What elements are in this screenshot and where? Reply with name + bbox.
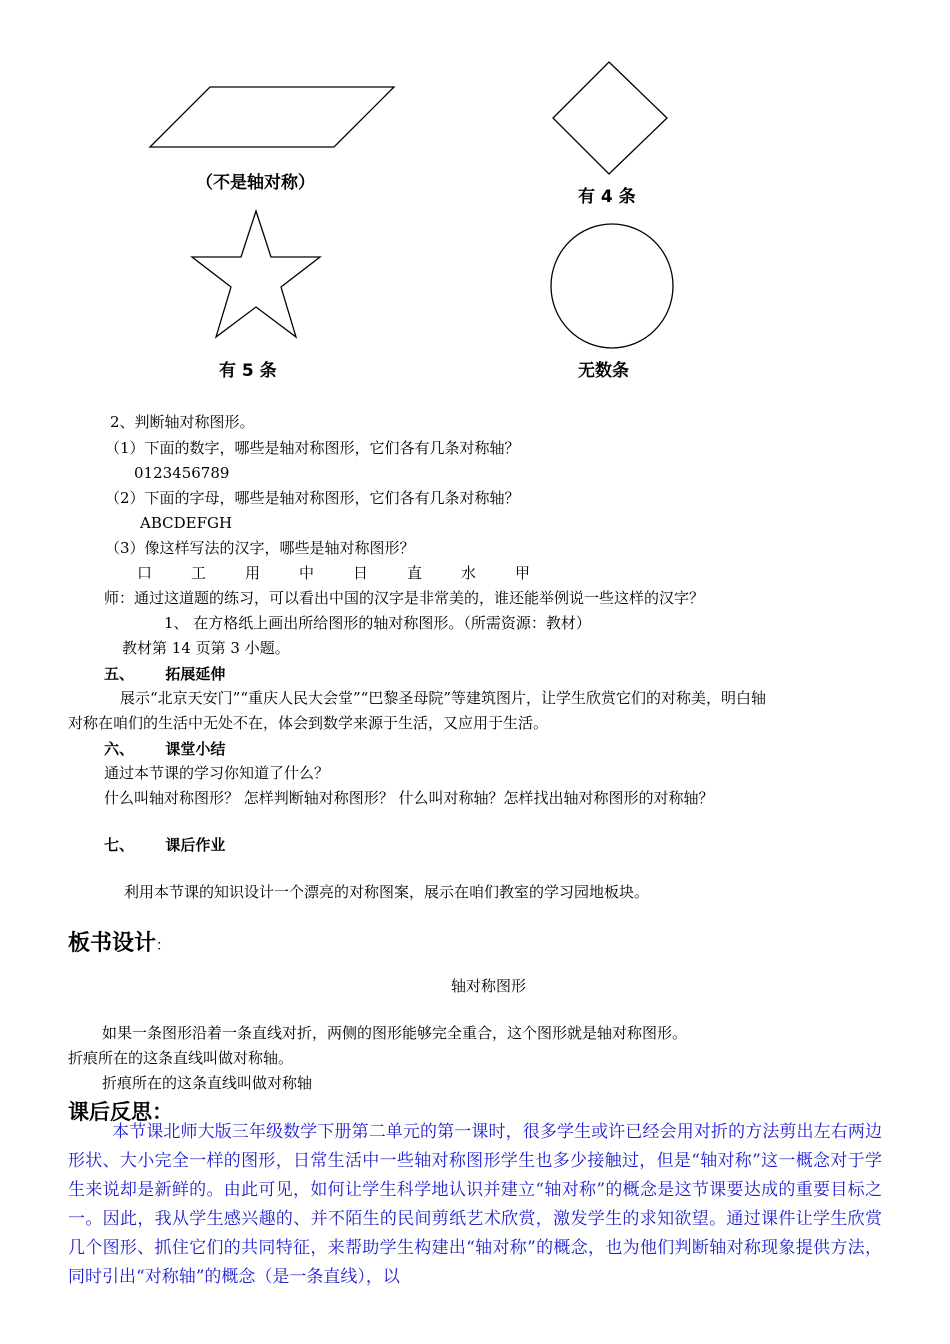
circle-figure — [550, 223, 674, 349]
exercise-item1: 1、 在方格纸上画出所给图形的轴对称图形。（所需资源：教材） — [164, 614, 591, 632]
board-title-text: 板书设计 — [68, 931, 157, 956]
textbook-line: 教材第 14 页第 3 小题。 — [122, 639, 290, 657]
board-title-colon: ： — [156, 938, 171, 954]
square-figure — [551, 60, 669, 176]
section7-line1: 利用本节课的知识设计一个漂亮的对称图案，展示在咱们教室的学习园地板块。 — [124, 883, 650, 901]
parallelogram-caption: （不是轴对称） — [196, 173, 315, 193]
star-figure — [190, 209, 322, 339]
board-title — [68, 926, 170, 957]
board-center: 轴对称图形 — [451, 977, 527, 995]
char-item: 水 — [461, 564, 477, 582]
section6-line1: 通过本节课的学习你知道了什么？ — [104, 764, 330, 782]
char-item: 日 — [353, 564, 369, 582]
section5-title: 五、 拓展延伸 — [104, 665, 226, 683]
section6-line2: 什么叫轴对称图形？ 怎样判断轴对称图形？ 什么叫对称轴？怎样找出轴对称图形的对称轴？ — [104, 789, 714, 807]
char-item: 口 — [137, 564, 153, 582]
char-item: 直 — [407, 564, 423, 582]
exercise2-q2: （2）下面的字母，哪些是轴对称图形，它们各有几条对称轴？ — [105, 489, 520, 507]
section6-title: 六、 课堂小结 — [104, 740, 226, 758]
circle-caption: 无数条 — [578, 361, 629, 381]
board-line3: 折痕所在的这条直线叫做对称轴 — [102, 1074, 313, 1092]
char-item: 工 — [191, 564, 207, 582]
reflection-text: 本节课北师大版三年级数学下册第二单元的第一课时，很多学生或许已经会用对折的方法剪出左右两边形状、大小完全一样的图形，日常生活中一些轴对称图形学生也多少接触过，但是“轴对称”这一概念对于学生来说却是新鲜的。由此可见，如何让学生科学地认识并建立“轴对称”的概念是这节课要达成的重要目标之一。因此，我从学生感兴趣的、并不陌生的民间剪纸艺术欣赏，激发学生的求知欲望。通过课件让学生欣赏几个图形、抓住它们的共同特征，来帮助学生构建出“轴对称”的概念，也为他们判断轴对称现象提供方法，同时引出“对称轴”的概念（是一条直线），以 — [68, 1122, 882, 1287]
char-item: 用 — [245, 564, 261, 582]
square-caption: 有 4 条 — [578, 187, 636, 207]
char-item: 中 — [299, 564, 315, 582]
exercise2-digits: 0123456789 — [134, 464, 230, 482]
teacher-line: 师：通过这道题的练习，可以看出中国的汉字是非常美的，谁还能举例说一些这样的汉字？ — [104, 589, 705, 607]
section5-line1: 展示“北京天安门”“重庆人民大会堂”“巴黎圣母院”等建筑图片，让学生欣赏它们的对称美，明白轴 — [120, 689, 767, 707]
section5-line2: 对称在咱们的生活中无处不在，体会到数学来源于生活，又应用于生活。 — [68, 714, 549, 732]
char-item: 甲 — [515, 564, 531, 582]
board-line2: 折痕所在的这条直线叫做对称轴。 — [68, 1049, 294, 1067]
star-caption: 有 5 条 — [219, 361, 277, 381]
chinese-chars-row — [137, 563, 569, 583]
section7-title: 七、 课后作业 — [104, 836, 226, 854]
exercise2-letters: ABCDEFGH — [140, 514, 233, 532]
exercise2-q1: （1）下面的数字，哪些是轴对称图形，它们各有几条对称轴？ — [105, 439, 520, 457]
parallelogram-figure — [148, 85, 396, 149]
exercise2-heading: 2、判断轴对称图形。 — [110, 413, 255, 431]
board-line1: 如果一条图形沿着一条直线对折，两侧的图形能够完全重合，这个图形就是轴对称图形。 — [102, 1024, 688, 1042]
reflection-title: 课后反思： — [68, 1100, 173, 1124]
exercise2-q3: （3）像这样写法的汉字，哪些是轴对称图形？ — [105, 539, 415, 557]
